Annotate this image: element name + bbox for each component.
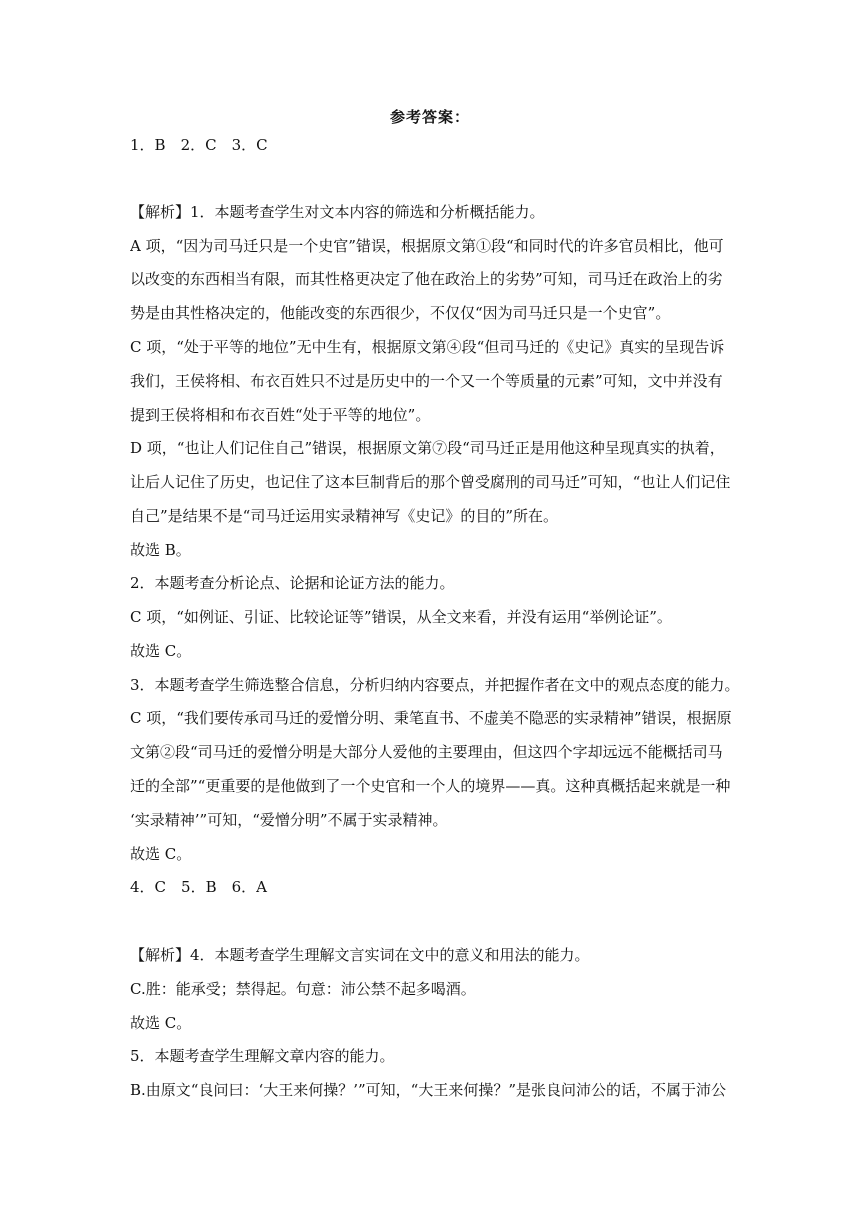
text-line: 5．本题考查学生理解文章内容的能力。 <box>130 1047 395 1065</box>
text-line: ‘实录精神’”可知，“爱憎分明”不属于实录精神。 <box>130 811 448 829</box>
text-line: 故选 C。 <box>130 1014 192 1032</box>
text-line: D 项，“也让人们记住自己”错误，根据原文第⑦段“司马迁正是用他这种呈现真实的执着， <box>130 439 725 457</box>
text-line: C 项，“我们要传承司马迁的爱憎分明、秉笔直书、不虚美不隐恶的实录精神”错误，根据原 <box>130 709 732 727</box>
text-line: 3．本题考查学生筛选整合信息，分析归纳内容要点，并把握作者在文中的观点态度的能力。 <box>130 676 740 694</box>
text-line: C 项，“处于平等的地位”无中生有，根据原文第④段“但司马迁的《史记》真实的呈现告诉 <box>130 338 725 356</box>
text-line: 提到王侯将相和布衣百姓“处于平等的地位”。 <box>130 406 431 424</box>
text-line: 我们，王侯将相、布衣百姓只不过是历史中的一个又一个等质量的元素”可知，文中并没有 <box>130 372 723 390</box>
text-line: 故选 B。 <box>130 541 191 559</box>
text-line: 让后人记住了历史，也记住了这本巨制背后的那个曾受腐刑的司马迁”可知，“也让人们记住 <box>130 473 731 491</box>
answer-line: 4．C 5．B 6．A <box>130 878 267 896</box>
text-line: A 项，“因为司马迁只是一个史官”错误，根据原文第①段“和同时代的许多官员相比，他可 <box>130 237 724 255</box>
text-line: 2．本题考查分析论点、论据和论证方法的能力。 <box>130 574 455 592</box>
text-line: 故选 C。 <box>130 845 192 863</box>
text-line: B.由原文“良问曰：‘大王来何操？’”可知，“大王来何操？”是张良问沛公的话，不属于沛公 <box>130 1081 727 1099</box>
answer-line: 1．B 2．C 3．C <box>130 136 268 154</box>
analysis-line: 【解析】1．本题考查学生对文本内容的筛选和分析概括能力。 <box>130 203 545 221</box>
text-line: 势是由其性格决定的，他能改变的东西很少，不仅仅“因为司马迁只是一个史官”。 <box>130 304 671 322</box>
text-line: 自己”是结果不是“司马迁运用实录精神写《史记》的目的”所在。 <box>130 507 559 525</box>
text-line: C 项，“如例证、引证、比较论证等”错误，从全文来看，并没有运用“举例论证”。 <box>130 608 672 626</box>
text-line: 故选 C。 <box>130 642 192 660</box>
text-line: 以改变的东西相当有限，而其性格更决定了他在政治上的劣势”可知，司马迁在政治上的劣 <box>130 270 723 288</box>
page-title: 参考答案： <box>389 108 470 126</box>
text-line: 文第②段“司马迁的爱憎分明是大部分人爱他的主要理由，但这四个字却远远不能概括司马 <box>130 743 723 761</box>
text-line: 迁的全部”“更重要的是他做到了一个史官和一个人的境界——真。这种真概括起来就是一种 <box>130 777 731 795</box>
text-line: C.胜：能承受；禁得起。句意：沛公禁不起多喝酒。 <box>130 980 476 998</box>
analysis-line: 【解析】4．本题考查学生理解文言实词在文中的意义和用法的能力。 <box>130 946 590 964</box>
